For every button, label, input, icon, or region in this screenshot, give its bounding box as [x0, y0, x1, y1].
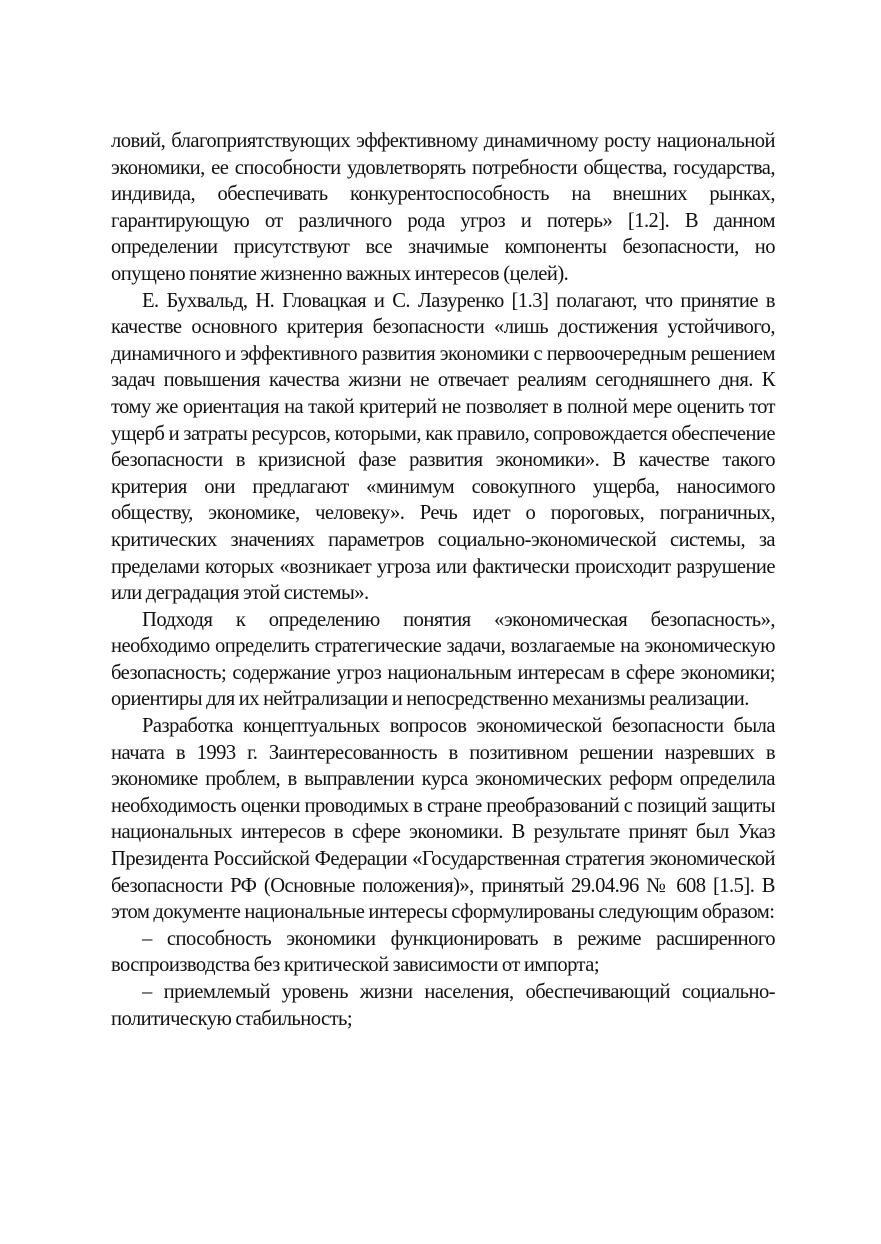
paragraph-strategy-development: Разработка концептуальных вопросов экономической безопасности была начата в 1993 г. Заинтересованность в позитивном решении назревших в экономике проблем, в выправлении курса экономических реформ определила необходимость оценки проводимых в стране преобразований с позиций защиты национальных интересов в сфере экономики. В результате принят был Указ Президента Российской Федерации «Государственная стратегия экономической безопасности РФ (Основные положения)», принятый 29.04.96 № 608 [1.5]. В этом документе национальные интересы сформулированы следующим образом:: [111, 715, 775, 924]
list-item-living-standard: – приемлемый уровень жизни населения, обеспечивающий социально-политическую стабильность;: [111, 981, 775, 1030]
paragraph-approach-definition: Подходя к определению понятия «экономическая безопасность», необходимо определить стратегические задачи, возлагаемые на экономическую безопасность; содержание угроз национальным интересам в сфере экономики; ориентиры для их нейтрализации и непосредственно механизмы реализации.: [111, 608, 775, 711]
document-page: [111, 128, 775, 1032]
paragraph-definition-end: ловий, благоприятствующих эффективному динамичному росту национальной экономики, ее способности удовлетворять потребности общества, государства, индивида, обеспечивать конкурентоспособность на внешних рынках, гарантирующую от различного рода угроз и потерь» [1.2]. В данном определении присутствуют все значимые компоненты безопасности, но опущено понятие жизненно важных интересов (целей).: [111, 130, 775, 285]
paragraph-buhvald-criterion: Е. Бухвальд, Н. Гловацкая и С. Лазуренко [1.3] полагают, что принятие в качестве основного критерия безопасности «лишь достижения устойчивого, динамичного и эффективного развития экономики с первоочередным решением задач повышения качества жизни не отвечает реалиям сегодняшнего дня. К тому же ориентация на такой критерий не позволяет в полной мере оценить тот ущерб и затраты ресурсов, которыми, как правило, сопровождается обеспечение безопасности в кризисной фазе развития экономики». В качестве такого критерия они предлагают «минимум совокупного ущерба, наносимого обществу, экономике, человеку». Речь идет о пороговых, пограничных, критических значениях параметров социально-экономической системы, за пределами которых «возникает угроза или фактически происходит разрушение или деградация этой системы».: [111, 289, 775, 605]
list-item-reproduction: – способность экономики функционировать в режиме расширенного воспроизводства без критической зависимости от импорта;: [111, 927, 775, 977]
